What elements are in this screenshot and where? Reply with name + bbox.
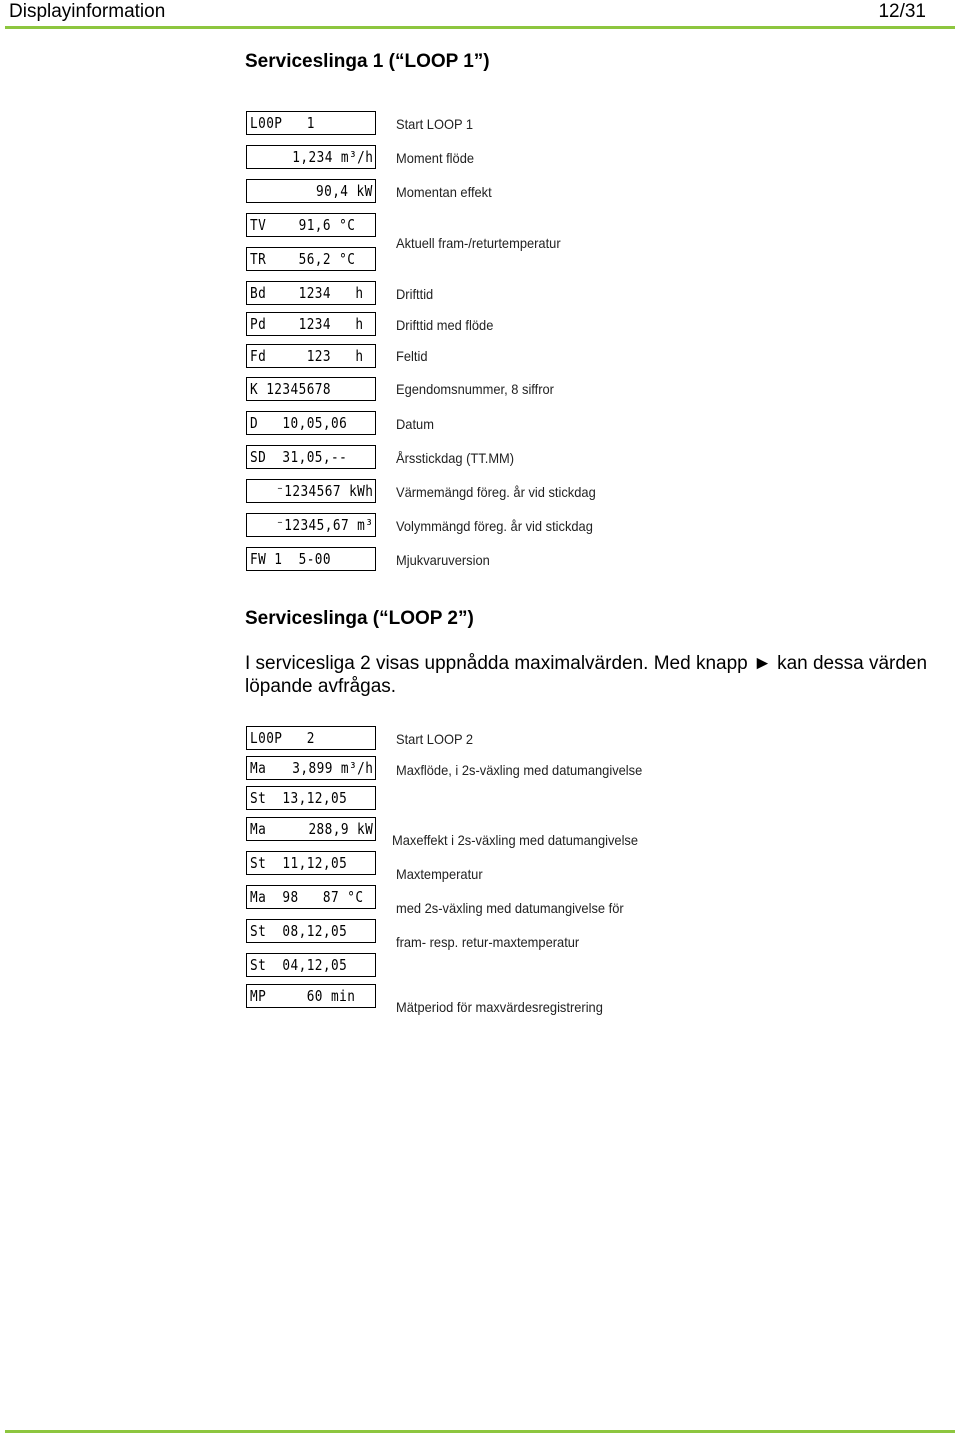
lcd-display: D 10,05,06 [246,411,376,435]
lcd-display: TR 56,2 °C [246,247,376,271]
lcd-display: Bd 1234 h [246,281,376,305]
description-text: Mätperiod för maxvärdesregistrering [396,999,603,1015]
lcd-display: MP 60 min [246,984,376,1008]
description-text: fram- resp. retur-maxtemperatur [396,934,580,950]
lcd-display: L00P 2 [246,726,376,750]
loop1-heading: Servicesling​a 1 (“LOOP 1”) [245,51,490,72]
lcd-display: Ma 288,9 kW [246,817,376,841]
description-text: Egendomsnummer, 8 siffror [396,381,554,397]
description-text: Start LOOP 1 [396,116,474,132]
footer-rule [5,1430,955,1433]
description-text: Drifttid med flöde [396,317,494,333]
loop2-heading: Serviceslinga (“LOOP 2”) [245,608,474,629]
lcd-display: K 12345678 [246,377,376,401]
lcd-display: 90,4 kW [246,179,376,203]
lcd-display: TV 91,6 °C [246,213,376,237]
description-text: Feltid [396,348,428,364]
document-title: Displayinformation [9,1,166,22]
lcd-display: St 13,12,05 [246,786,376,810]
header-rule [5,26,955,29]
description-text: Maxtemperatur [396,866,483,882]
description-text: Datum [396,416,434,432]
lcd-display: Ma 3,899 m³/h [246,756,376,780]
lcd-display: Fd 123 h [246,344,376,368]
lcd-display: ⁻1234567 kWh [246,479,376,503]
description-text: med 2s-växling med datumangivelse för [396,900,624,916]
lcd-display: L00P 1 [246,111,376,135]
description-text: Momentan effekt [396,184,492,200]
description-text: Maxeffekt i 2s-växling med datumangivelse [392,832,639,848]
lcd-display: 1,234 m³/h [246,145,376,169]
page-number: 12/31 [878,1,926,22]
description-text: Årsstickdag (TT.MM) [396,450,515,466]
description-text: Maxflöde, i 2s-växling med datumangivelse [396,762,643,778]
lcd-display: SD 31,05,-- [246,445,376,469]
description-text: Drifttid [396,286,434,302]
description-text: Volymmängd föreg. år vid stickdag [396,518,593,534]
lcd-display: Ma 98 87 °C [246,885,376,909]
description-text: Mjukvaruversion [396,552,490,568]
description-text: Värmemängd föreg. år vid stickdag [396,484,596,500]
lcd-display: St 08,12,05 [246,919,376,943]
lcd-display: St 11,12,05 [246,851,376,875]
lcd-display: ⁻12345,67 m³ [246,513,376,537]
lcd-display: Pd 1234 h [246,312,376,336]
loop2-intro: I servicesliga 2 visas uppnådda maximalvärden. Med knapp ► kan dessa värden löpande avfrågas. [245,653,928,697]
page-header [0,0,960,28]
description-text: Moment flöde [396,150,475,166]
description-text: Start LOOP 2 [396,731,474,747]
description-text: Aktuell fram-/returtemperatur [396,235,561,251]
lcd-display: FW 1 5-00 [246,547,376,571]
lcd-display: St 04,12,05 [246,953,376,977]
